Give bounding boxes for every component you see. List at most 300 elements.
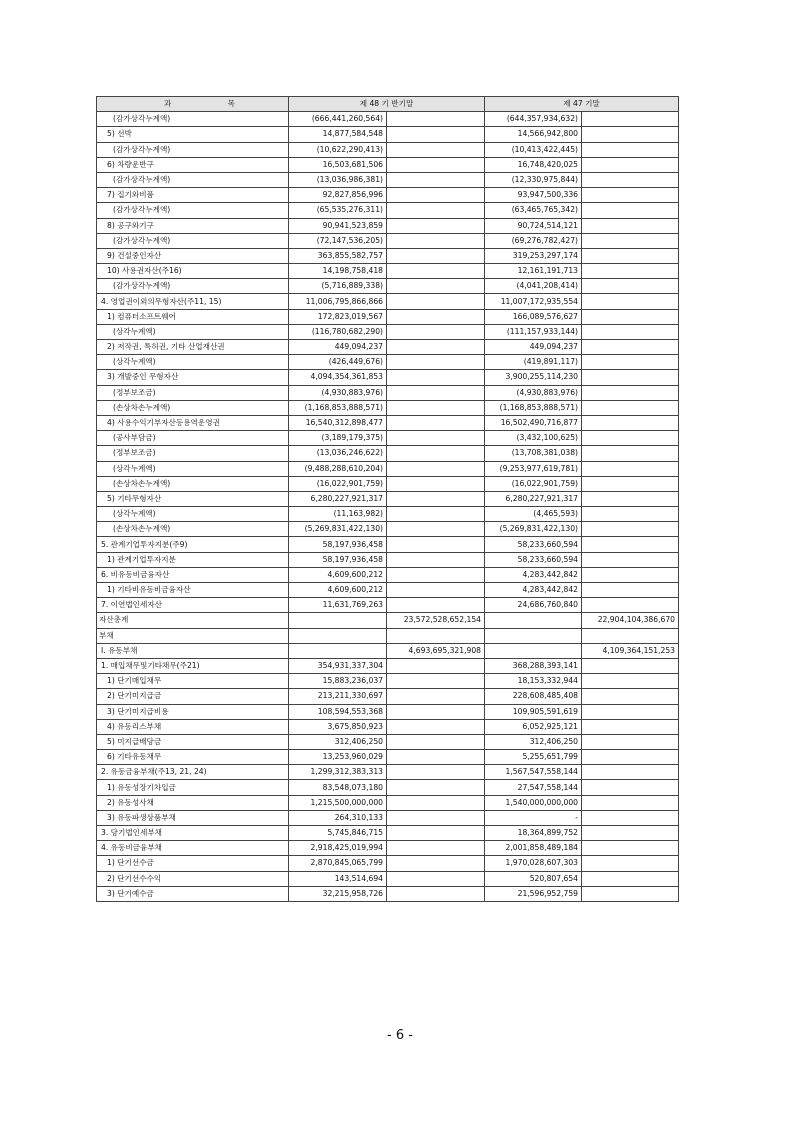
prior-total-cell [582, 537, 679, 552]
current-total-cell [387, 279, 485, 294]
table-row [97, 203, 679, 218]
current-detail-cell: 83,548,073,180 [289, 780, 387, 795]
table-row [97, 765, 679, 780]
current-detail-cell: 13,253,960,029 [289, 750, 387, 765]
table-row [97, 704, 679, 719]
prior-detail-cell: 312,406,250 [485, 734, 582, 749]
prior-total-cell [582, 491, 679, 506]
account-cell: 부채 [97, 628, 289, 643]
prior-detail-cell: 6,052,925,121 [485, 719, 582, 734]
prior-total-cell: 4,109,364,151,253 [582, 643, 679, 658]
account-cell: 5) 선박 [97, 127, 289, 142]
current-total-cell [387, 157, 485, 172]
prior-total-cell [582, 856, 679, 871]
prior-detail-cell [485, 613, 582, 628]
table-row [97, 415, 679, 430]
prior-detail-cell: (419,891,117) [485, 355, 582, 370]
table-row [97, 658, 679, 673]
prior-total-cell [582, 871, 679, 886]
prior-detail-cell: 90,724,514,121 [485, 218, 582, 233]
prior-total-cell [582, 734, 679, 749]
prior-detail-cell: 3,900,255,114,230 [485, 370, 582, 385]
table-row [97, 598, 679, 613]
current-total-cell [387, 598, 485, 613]
header-account-b: 목 [227, 99, 235, 109]
table-row [97, 385, 679, 400]
prior-total-cell [582, 552, 679, 567]
account-cell: 3) 유동파생상품부채 [97, 810, 289, 825]
account-cell: (정부보조금) [97, 385, 289, 400]
prior-total-cell [582, 340, 679, 355]
prior-detail-cell: 109,905,591,619 [485, 704, 582, 719]
prior-total-cell [582, 507, 679, 522]
prior-detail-cell: (1,168,853,888,571) [485, 400, 582, 415]
current-total-cell [387, 719, 485, 734]
prior-detail-cell: 18,153,332,944 [485, 674, 582, 689]
current-detail-cell: 2,870,845,065,799 [289, 856, 387, 871]
table-row [97, 507, 679, 522]
prior-detail-cell: 368,288,393,141 [485, 658, 582, 673]
prior-total-cell [582, 355, 679, 370]
prior-total-cell [582, 461, 679, 476]
current-detail-cell: (10,622,290,413) [289, 142, 387, 157]
current-total-cell [387, 385, 485, 400]
current-total-cell [387, 461, 485, 476]
account-cell: 6. 비유동비금융자산 [97, 567, 289, 582]
prior-total-cell [582, 886, 679, 901]
prior-detail-cell: 228,608,485,408 [485, 689, 582, 704]
current-detail-cell: 90,941,523,859 [289, 218, 387, 233]
current-total-cell [387, 537, 485, 552]
current-detail-cell: 363,855,582,757 [289, 248, 387, 263]
current-total-cell [387, 370, 485, 385]
account-cell: 2) 저작권, 특허권, 기타 산업재산권 [97, 340, 289, 355]
table-row [97, 826, 679, 841]
prior-total-cell [582, 324, 679, 339]
account-cell: 6) 차량운반구 [97, 157, 289, 172]
account-cell: 3) 단기예수금 [97, 886, 289, 901]
prior-detail-cell: (12,330,975,844) [485, 172, 582, 187]
account-cell: Ⅰ. 유동부채 [97, 643, 289, 658]
prior-detail-cell: 166,089,576,627 [485, 309, 582, 324]
current-total-cell [387, 476, 485, 491]
current-total-cell [387, 112, 485, 127]
prior-total-cell [582, 704, 679, 719]
prior-total-cell [582, 203, 679, 218]
table-row [97, 370, 679, 385]
current-total-cell [387, 856, 485, 871]
current-detail-cell: (16,022,901,759) [289, 476, 387, 491]
account-cell: 7) 집기와비품 [97, 188, 289, 203]
account-cell: 3) 단기미지급비용 [97, 704, 289, 719]
current-detail-cell: 5,745,846,715 [289, 826, 387, 841]
current-total-cell [387, 172, 485, 187]
current-total-cell [387, 309, 485, 324]
prior-total-cell [582, 385, 679, 400]
account-cell: (감가상각누계액) [97, 233, 289, 248]
prior-detail-cell: (111,157,933,144) [485, 324, 582, 339]
current-detail-cell: (65,535,276,311) [289, 203, 387, 218]
current-detail-cell [289, 613, 387, 628]
prior-detail-cell: 16,748,420,025 [485, 157, 582, 172]
prior-detail-cell: (3,432,100,625) [485, 431, 582, 446]
header-account-a: 과 [164, 99, 172, 109]
current-total-cell [387, 233, 485, 248]
table-row [97, 264, 679, 279]
prior-detail-cell: 18,364,899,752 [485, 826, 582, 841]
prior-detail-cell: (9,253,977,619,781) [485, 461, 582, 476]
current-detail-cell: 58,197,936,458 [289, 537, 387, 552]
current-detail-cell: (9,488,288,610,204) [289, 461, 387, 476]
prior-total-cell [582, 248, 679, 263]
prior-detail-cell [485, 643, 582, 658]
prior-total-cell [582, 674, 679, 689]
prior-detail-cell: (644,357,934,632) [485, 112, 582, 127]
table-row [97, 856, 679, 871]
prior-total-cell [582, 598, 679, 613]
account-cell: 2) 단기미지급금 [97, 689, 289, 704]
table-row [97, 431, 679, 446]
table-row [97, 886, 679, 901]
prior-detail-cell: (69,276,782,427) [485, 233, 582, 248]
prior-total-cell [582, 765, 679, 780]
table-row [97, 294, 679, 309]
current-total-cell [387, 188, 485, 203]
current-detail-cell [289, 643, 387, 658]
table-row [97, 172, 679, 187]
table-row [97, 461, 679, 476]
prior-total-cell [582, 172, 679, 187]
table-row [97, 476, 679, 491]
current-total-cell [387, 264, 485, 279]
current-total-cell [387, 780, 485, 795]
table-row [97, 248, 679, 263]
prior-detail-cell [485, 628, 582, 643]
account-cell: (손상차손누계액) [97, 476, 289, 491]
table-row [97, 613, 679, 628]
prior-detail-cell: (63,465,765,342) [485, 203, 582, 218]
table-row [97, 567, 679, 582]
account-cell: 9) 건설중인자산 [97, 248, 289, 263]
current-total-cell [387, 218, 485, 233]
table-row [97, 810, 679, 825]
header-period-current: 제 48 기 반기말 [289, 97, 485, 112]
prior-total-cell [582, 370, 679, 385]
account-cell: (감가상각누계액) [97, 172, 289, 187]
account-cell: 5) 기타무형자산 [97, 491, 289, 506]
prior-total-cell [582, 810, 679, 825]
current-detail-cell: 108,594,553,368 [289, 704, 387, 719]
current-detail-cell: (3,189,179,375) [289, 431, 387, 446]
prior-total-cell [582, 750, 679, 765]
current-total-cell [387, 127, 485, 142]
prior-total-cell [582, 583, 679, 598]
prior-detail-cell: 27,547,558,144 [485, 780, 582, 795]
account-cell: 2. 유동금융부채(주13, 21, 24) [97, 765, 289, 780]
account-cell: (상각누계액) [97, 355, 289, 370]
table-row [97, 491, 679, 506]
prior-detail-cell: 1,540,000,000,000 [485, 795, 582, 810]
current-total-cell [387, 446, 485, 461]
prior-detail-cell: (13,708,381,038) [485, 446, 582, 461]
prior-total-cell [582, 294, 679, 309]
account-cell: (감가상각누계액) [97, 142, 289, 157]
current-total-cell [387, 567, 485, 582]
current-detail-cell: (5,269,831,422,130) [289, 522, 387, 537]
current-total-cell [387, 795, 485, 810]
account-cell: 5. 관계기업투자지분(주9) [97, 537, 289, 552]
prior-detail-cell: 1,970,028,607,303 [485, 856, 582, 871]
account-cell: (상각누계액) [97, 461, 289, 476]
table-row [97, 583, 679, 598]
prior-detail-cell: (16,022,901,759) [485, 476, 582, 491]
account-cell: 7. 이연법인세자산 [97, 598, 289, 613]
prior-total-cell [582, 658, 679, 673]
current-detail-cell: 449,094,237 [289, 340, 387, 355]
current-detail-cell: 6,280,227,921,317 [289, 491, 387, 506]
table-row [97, 112, 679, 127]
table-row [97, 719, 679, 734]
current-total-cell [387, 628, 485, 643]
table-row [97, 340, 679, 355]
prior-detail-cell: 12,161,191,713 [485, 264, 582, 279]
current-detail-cell: (72,147,536,205) [289, 233, 387, 248]
current-detail-cell: 4,609,600,212 [289, 583, 387, 598]
current-total-cell [387, 826, 485, 841]
prior-total-cell [582, 112, 679, 127]
current-total-cell [387, 552, 485, 567]
account-cell: 1) 유동성장기차입금 [97, 780, 289, 795]
account-cell: 3) 개발중인 무형자산 [97, 370, 289, 385]
account-cell: (정부보조금) [97, 446, 289, 461]
account-cell: 1) 관계기업투자지분 [97, 552, 289, 567]
account-cell: 3. 당기법인세부채 [97, 826, 289, 841]
current-detail-cell: 15,883,236,037 [289, 674, 387, 689]
table-row [97, 279, 679, 294]
current-detail-cell: 16,540,312,898,477 [289, 415, 387, 430]
account-cell: 1) 단기매입채무 [97, 674, 289, 689]
prior-detail-cell: - [485, 810, 582, 825]
current-total-cell [387, 871, 485, 886]
current-total-cell [387, 704, 485, 719]
table-row [97, 552, 679, 567]
prior-detail-cell: 58,233,660,594 [485, 552, 582, 567]
page-number: - 6 - [387, 1028, 413, 1043]
prior-detail-cell: 58,233,660,594 [485, 537, 582, 552]
prior-total-cell [582, 279, 679, 294]
current-total-cell [387, 522, 485, 537]
current-total-cell [387, 491, 485, 506]
prior-total-cell [582, 841, 679, 856]
prior-total-cell [582, 628, 679, 643]
current-detail-cell: 58,197,936,458 [289, 552, 387, 567]
table-row [97, 628, 679, 643]
account-cell: 1) 단기선수금 [97, 856, 289, 871]
current-total-cell [387, 324, 485, 339]
prior-total-cell [582, 689, 679, 704]
table-row [97, 188, 679, 203]
current-detail-cell: 4,609,600,212 [289, 567, 387, 582]
prior-total-cell [582, 142, 679, 157]
account-cell: 4) 유동리스부채 [97, 719, 289, 734]
current-total-cell [387, 294, 485, 309]
prior-detail-cell: 4,283,442,842 [485, 583, 582, 598]
account-cell: 1. 매입채무및기타채무(주21) [97, 658, 289, 673]
prior-total-cell [582, 218, 679, 233]
account-cell: 자산총계 [97, 613, 289, 628]
current-detail-cell: (1,168,853,888,571) [289, 400, 387, 415]
table-row [97, 522, 679, 537]
table-row [97, 643, 679, 658]
current-total-cell [387, 142, 485, 157]
account-cell: (감가상각누계액) [97, 112, 289, 127]
current-detail-cell: 354,931,337,304 [289, 658, 387, 673]
current-total-cell [387, 340, 485, 355]
current-total-cell [387, 689, 485, 704]
prior-detail-cell: 449,094,237 [485, 340, 582, 355]
account-cell: (손상차손누계액) [97, 522, 289, 537]
current-total-cell [387, 415, 485, 430]
account-cell: 2) 단기선수수익 [97, 871, 289, 886]
table-row [97, 400, 679, 415]
prior-detail-cell: 21,596,952,759 [485, 886, 582, 901]
current-total-cell [387, 734, 485, 749]
account-cell: (감가상각누계액) [97, 203, 289, 218]
current-detail-cell: (4,930,883,976) [289, 385, 387, 400]
prior-total-cell [582, 719, 679, 734]
prior-detail-cell: (4,930,883,976) [485, 385, 582, 400]
current-total-cell [387, 658, 485, 673]
prior-total-cell [582, 446, 679, 461]
prior-total-cell [582, 795, 679, 810]
prior-detail-cell: 24,686,760,840 [485, 598, 582, 613]
prior-detail-cell: (4,041,208,414) [485, 279, 582, 294]
account-cell: (손상차손누계액) [97, 400, 289, 415]
prior-total-cell [582, 522, 679, 537]
prior-detail-cell: 520,807,654 [485, 871, 582, 886]
current-detail-cell: 264,310,133 [289, 810, 387, 825]
current-total-cell [387, 765, 485, 780]
current-total-cell [387, 750, 485, 765]
current-total-cell [387, 507, 485, 522]
current-total-cell [387, 674, 485, 689]
current-detail-cell: (5,716,889,338) [289, 279, 387, 294]
table-row [97, 689, 679, 704]
current-detail-cell: 2,918,425,019,994 [289, 841, 387, 856]
current-detail-cell: 14,198,758,418 [289, 264, 387, 279]
account-cell: 10) 사용권자산(주16) [97, 264, 289, 279]
prior-detail-cell: 93,947,500,336 [485, 188, 582, 203]
prior-total-cell [582, 476, 679, 491]
prior-total-cell [582, 400, 679, 415]
prior-detail-cell: (4,465,593) [485, 507, 582, 522]
table-row [97, 537, 679, 552]
prior-detail-cell: 1,567,547,558,144 [485, 765, 582, 780]
current-total-cell [387, 203, 485, 218]
table-row [97, 841, 679, 856]
table-row [97, 142, 679, 157]
table-row [97, 871, 679, 886]
prior-detail-cell: 14,566,942,800 [485, 127, 582, 142]
account-cell: 2) 유동성사채 [97, 795, 289, 810]
prior-total-cell [582, 264, 679, 279]
account-cell: (공사부담금) [97, 431, 289, 446]
current-detail-cell: 14,877,584,548 [289, 127, 387, 142]
current-total-cell [387, 248, 485, 263]
current-detail-cell: (11,163,982) [289, 507, 387, 522]
account-cell: (상각누계액) [97, 324, 289, 339]
current-total-cell: 23,572,528,652,154 [387, 613, 485, 628]
prior-detail-cell: 2,001,858,489,184 [485, 841, 582, 856]
table-header-row [97, 97, 679, 112]
current-detail-cell [289, 628, 387, 643]
prior-total-cell: 22,904,104,386,670 [582, 613, 679, 628]
current-detail-cell: 11,631,769,263 [289, 598, 387, 613]
prior-total-cell [582, 309, 679, 324]
account-cell: 8) 공구와기구 [97, 218, 289, 233]
account-cell: (감가상각누계액) [97, 279, 289, 294]
prior-total-cell [582, 415, 679, 430]
prior-total-cell [582, 188, 679, 203]
account-cell: 4) 사용수익기부자산등용역운영권 [97, 415, 289, 430]
table-row [97, 446, 679, 461]
account-cell: 4. 영업권이외의무형자산(주11, 15) [97, 294, 289, 309]
current-detail-cell: 11,006,795,866,866 [289, 294, 387, 309]
header-account [97, 97, 289, 112]
current-total-cell [387, 886, 485, 901]
account-cell: 1) 컴퓨터소프트웨어 [97, 309, 289, 324]
prior-detail-cell: 4,283,442,842 [485, 567, 582, 582]
prior-total-cell [582, 431, 679, 446]
prior-total-cell [582, 127, 679, 142]
current-total-cell [387, 431, 485, 446]
current-detail-cell: 32,215,958,726 [289, 886, 387, 901]
current-total-cell [387, 355, 485, 370]
current-detail-cell: (116,780,682,290) [289, 324, 387, 339]
table-row [97, 674, 679, 689]
current-detail-cell: (666,441,260,564) [289, 112, 387, 127]
current-detail-cell: 1,299,312,383,313 [289, 765, 387, 780]
prior-detail-cell: 6,280,227,921,317 [485, 491, 582, 506]
prior-total-cell [582, 567, 679, 582]
table-row [97, 355, 679, 370]
table-row [97, 795, 679, 810]
current-detail-cell: 143,514,694 [289, 871, 387, 886]
current-detail-cell: 3,675,850,923 [289, 719, 387, 734]
table-row [97, 309, 679, 324]
table-body [97, 112, 679, 902]
current-total-cell [387, 841, 485, 856]
current-detail-cell: (13,036,246,622) [289, 446, 387, 461]
current-detail-cell: 1,215,500,000,000 [289, 795, 387, 810]
current-total-cell: 4,693,695,321,908 [387, 643, 485, 658]
prior-detail-cell: 5,255,651,799 [485, 750, 582, 765]
prior-detail-cell: (10,413,422,445) [485, 142, 582, 157]
table-row [97, 127, 679, 142]
prior-total-cell [582, 233, 679, 248]
prior-total-cell [582, 780, 679, 795]
prior-detail-cell: (5,269,831,422,130) [485, 522, 582, 537]
table-row [97, 218, 679, 233]
table-row [97, 780, 679, 795]
current-detail-cell: 312,406,250 [289, 734, 387, 749]
prior-total-cell [582, 157, 679, 172]
table-row [97, 233, 679, 248]
prior-detail-cell: 11,007,172,935,554 [485, 294, 582, 309]
current-total-cell [387, 400, 485, 415]
current-detail-cell: (426,449,676) [289, 355, 387, 370]
current-detail-cell: 172,823,019,567 [289, 309, 387, 324]
